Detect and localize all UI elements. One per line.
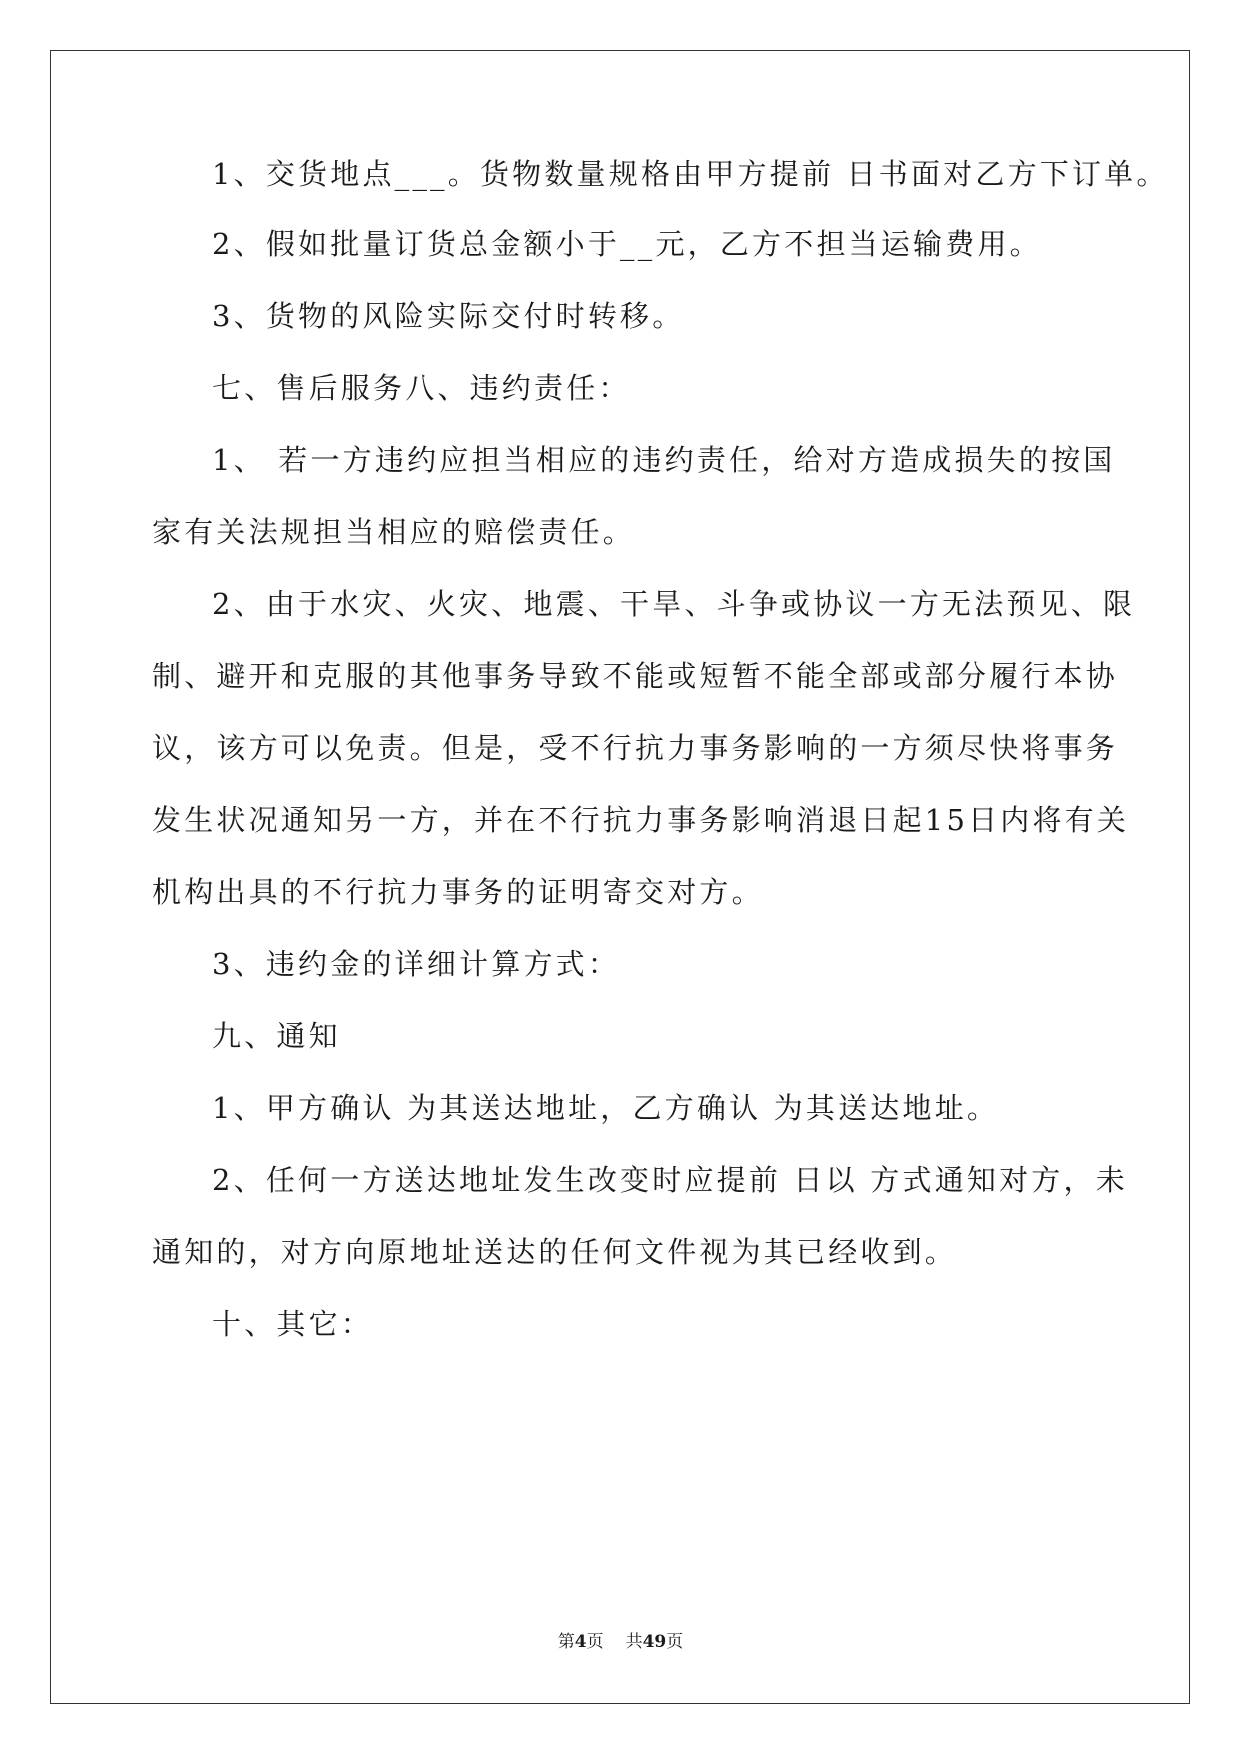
paragraph-line: 通知的，对方向原地址送达的任何文件视为其已经收到。 bbox=[152, 1235, 958, 1269]
paragraph-line: 3、货物的风险实际交付时转移。 bbox=[212, 299, 685, 333]
section-heading: 七、售后服务八、违约责任： bbox=[212, 371, 631, 405]
section-heading: 十、其它： bbox=[212, 1307, 374, 1341]
total-prefix: 共 bbox=[625, 1632, 643, 1652]
paragraph-line: 发生状况通知另一方，并在不行抗力事务影响消退日起15日内将有关 bbox=[152, 803, 1130, 837]
total-pages: 49 bbox=[642, 1632, 667, 1652]
page-number: 4 bbox=[574, 1632, 587, 1652]
section-heading: 九、通知 bbox=[212, 1019, 341, 1053]
page-suffix: 页 bbox=[586, 1632, 604, 1652]
paragraph-line: 3、违约金的详细计算方式： bbox=[212, 947, 621, 981]
page-prefix: 第 bbox=[557, 1632, 575, 1652]
paragraph-line: 家有关法规担当相应的赔偿责任。 bbox=[152, 515, 636, 549]
paragraph-line: 2、任何一方送达地址发生改变时应提前 日以 方式通知对方，未 bbox=[212, 1163, 1128, 1197]
paragraph-line: 2、由于水灾、火灾、地震、干旱、斗争或协议一方无法预见、限 bbox=[212, 587, 1136, 621]
paragraph-line: 1、交货地点___。货物数量规格由甲方提前 日书面对乙方下订单。 bbox=[212, 157, 1169, 191]
total-suffix: 页 bbox=[666, 1632, 684, 1652]
paragraph-line: 1、甲方确认 为其送达地址，乙方确认 为其送达地址。 bbox=[212, 1091, 1000, 1125]
paragraph-line: 议，该方可以免责。但是，受不行抗力事务影响的一方须尽快将事务 bbox=[152, 731, 1119, 765]
paragraph-line: 1、 若一方违约应担当相应的违约责任，给对方造成损失的按国 bbox=[212, 443, 1116, 477]
paragraph-line: 机构出具的不行抗力事务的证明寄交对方。 bbox=[152, 875, 764, 909]
paragraph-line: 2、假如批量订货总金额小于__元，乙方不担当运输费用。 bbox=[212, 227, 1042, 261]
paragraph-line: 制、避开和克服的其他事务导致不能或短暂不能全部或部分履行本协 bbox=[152, 659, 1119, 693]
page-footer bbox=[0, 1631, 1241, 1653]
